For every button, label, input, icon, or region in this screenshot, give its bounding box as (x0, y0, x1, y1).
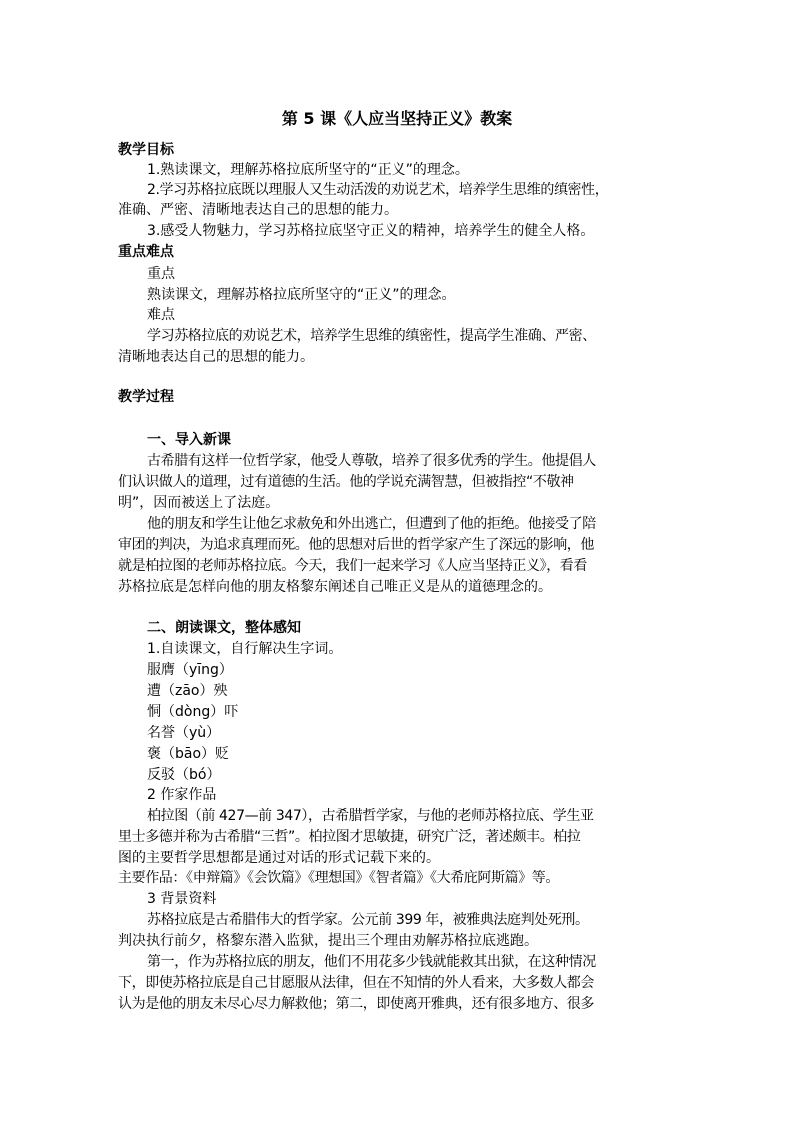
difficulty-text: 学习苏格拉底的劝说艺术，培养学生思维的缜密性，提高学生准确、严密、 (147, 328, 596, 344)
paragraph-line: 柏拉图（前 427—前 347），古希腊哲学家，与他的老师苏格拉底、学生亚 (147, 808, 594, 824)
subheading: 3 背景资料 (147, 891, 217, 907)
goal-item: 准确、严密、清晰地表达自己的思想的能力。 (118, 202, 398, 218)
goal-item: 1.熟读课文，理解苏格拉底所坚守的“正义”的理念。 (147, 162, 469, 178)
document-title: 第 5 课《人应当坚持正义》教案 (281, 109, 513, 128)
key-point-text: 熟读课文，理解苏格拉底所坚守的“正义”的理念。 (147, 287, 456, 303)
difficulty-text: 清晰地表达自己的思想的能力。 (118, 349, 314, 365)
paragraph-line: 主要作品：《申辩篇》《会饮篇》《理想国》《智者篇》《大希庇阿斯篇》等。 (118, 870, 559, 886)
paragraph-line: 判决执行前夕，格黎东潜入监狱，提出三个理由劝解苏格拉底逃跑。 (118, 933, 538, 949)
paragraph-line: 苏格拉底是怎样向他的朋友格黎东阐述自己唯正义是从的道德理念的。 (118, 579, 552, 595)
vocab-word: 恫（dòng）吓 (147, 704, 239, 720)
section2-heading: 二、朗读课文，整体感知 (147, 620, 301, 636)
goals-heading: 教学目标 (118, 142, 174, 158)
paragraph-line: 们认识做人的道理，过有道德的生活。他的学说充满智慧，但被指控“不敬神 (118, 474, 574, 490)
subheading: 1.自读课文，自行解决生字词。 (147, 641, 343, 657)
subheading: 2 作家作品 (147, 787, 217, 803)
paragraph-line: 下，即使苏格拉底是自己甘愿服从法律，但在不知情的外人看来，大多数人都会 (118, 975, 594, 991)
paragraph-line: 图的主要哲学思想都是通过对话的形式记载下来的。 (118, 850, 440, 866)
section1-heading: 一、导入新课 (147, 432, 231, 448)
paragraph-line: 古希腊有这样一位哲学家，他受人尊敬，培养了很多优秀的学生。他提倡人 (147, 453, 596, 469)
vocab-word: 名誉（yù） (147, 725, 221, 741)
paragraph-line: 他的朋友和学生让他乞求赦免和外出逃亡，但遭到了他的拒绝。他接受了陪 (147, 516, 596, 532)
difficulty-label: 难点 (147, 307, 175, 323)
goal-item: 2.学习苏格拉底既以理服人又生动活泼的劝说艺术，培养学生思维的缜密性， (147, 182, 609, 198)
paragraph-line: 认为是他的朋友未尽心尽力解救他；第二，即使离开雅典，还有很多地方、很多 (118, 996, 594, 1012)
key-points-heading: 重点难点 (118, 244, 174, 260)
key-point-label: 重点 (147, 266, 175, 282)
paragraph-line: 里士多德并称为古希腊“三哲”。柏拉图才思敏捷，研究广泛，著述颇丰。柏拉 (118, 829, 581, 845)
paragraph-line: 第一，作为苏格拉底的朋友，他们不用花多少钱就能救其出狱，在这种情况 (147, 954, 596, 970)
vocab-word: 服膺（yīng） (147, 662, 233, 678)
paragraph-line: 苏格拉底是古希腊伟大的哲学家。公元前 399 年，被雅典法庭判处死刑。 (147, 912, 589, 928)
vocab-word: 遭（zāo）殃 (147, 683, 228, 699)
paragraph-line: 就是柏拉图的老师苏格拉底。今天，我们一起来学习《人应当坚持正义》，看看 (118, 558, 587, 574)
process-heading: 教学过程 (118, 389, 174, 405)
paragraph-line: 明”，因而被送上了法庭。 (118, 495, 280, 511)
vocab-word: 褒（bāo）贬 (147, 746, 230, 762)
paragraph-line: 审团的判决，为追求真理而死。他的思想对后世的哲学家产生了深远的影响，他 (118, 537, 594, 553)
goal-item: 3.感受人物魅力，学习苏格拉底坚守正义的精神，培养学生的健全人格。 (147, 223, 595, 239)
vocab-word: 反驳（bó） (147, 767, 221, 783)
